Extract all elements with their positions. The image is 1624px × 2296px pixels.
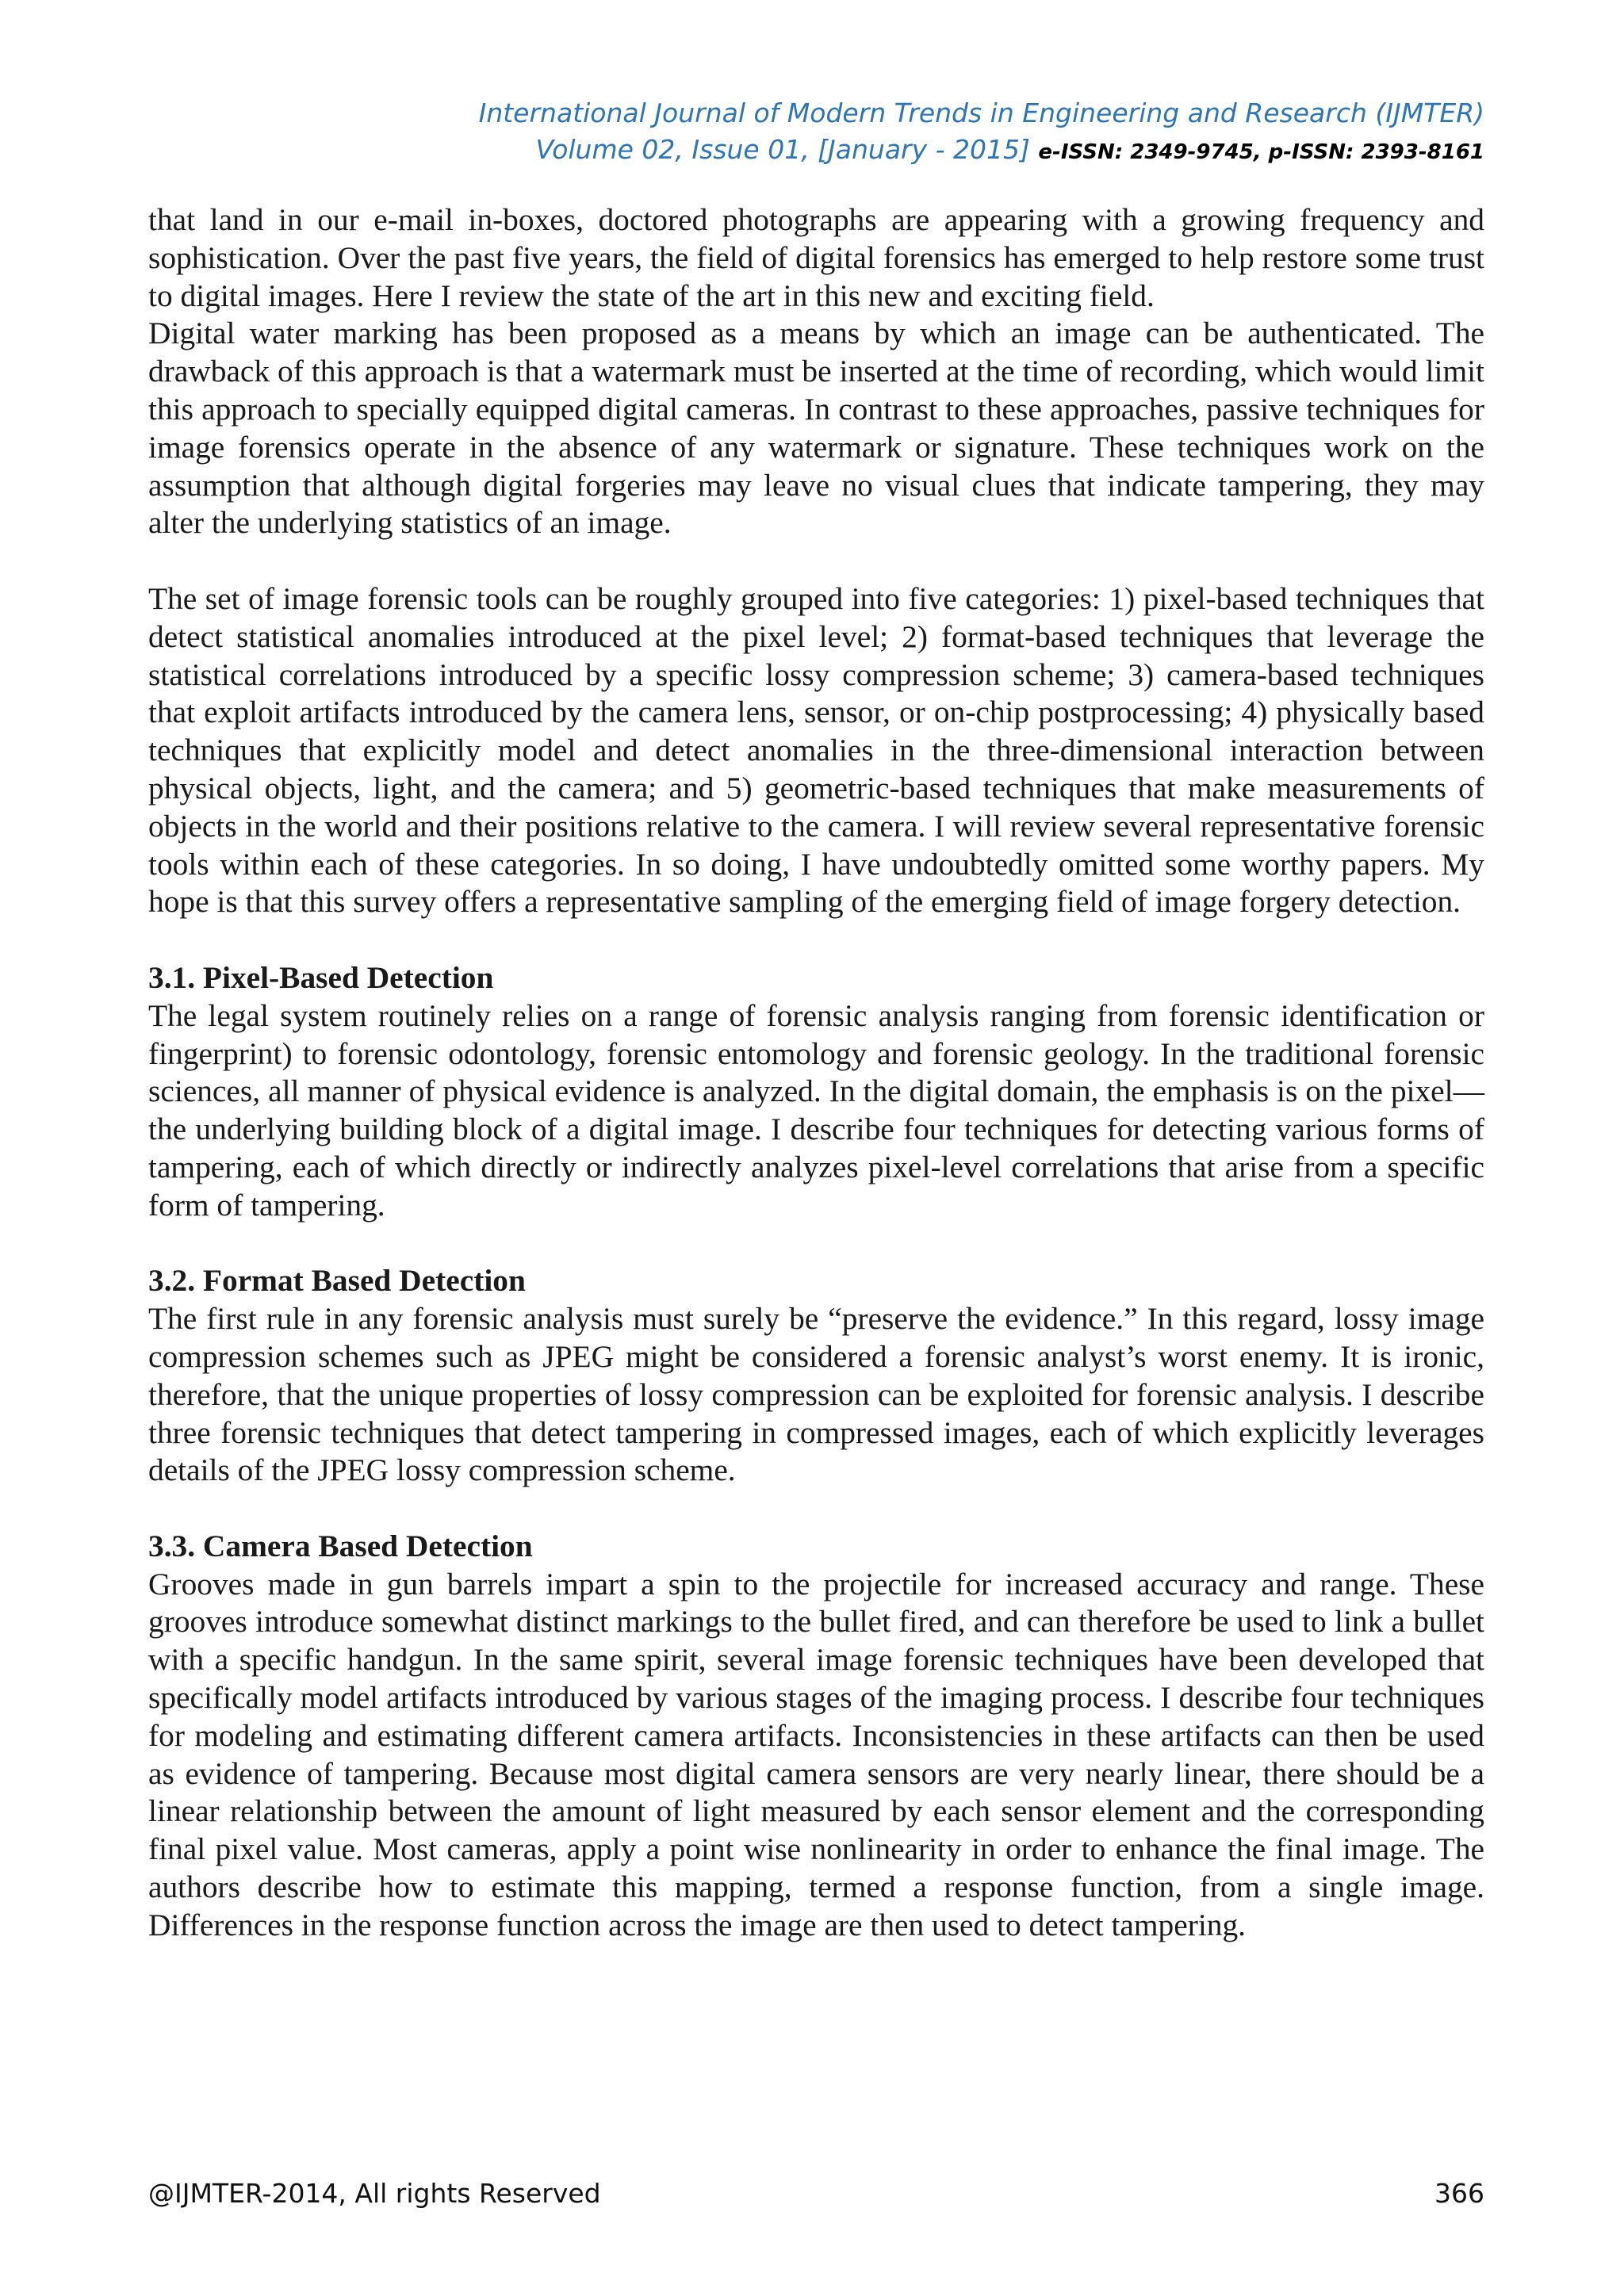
- paragraph-intro-2: Digital water marking has been proposed as a means by which an image can be authenticated. The drawback of this approach is that a watermark must be inserted at the time of recording, which would limit this approach to specially equipped digital cameras. In contrast to these approaches, passive techniques for image forensics operate in the absence of any watermark or signature. These techniques work on the assumption that although digital forgeries may leave no visual clues that indicate tampering, they may alter the underlying statistics of an image.: [148, 316, 1484, 541]
- volume-issue: Volume 02, Issue 01, [January - 2015]: [535, 134, 1030, 165]
- section-heading-pixel: 3.1. Pixel-Based Detection: [148, 959, 494, 995]
- paragraph-spacer: [148, 1490, 1484, 1528]
- running-header: [136, 95, 1484, 170]
- article-body: [148, 201, 1484, 1945]
- page-number: 366: [1434, 2178, 1484, 2209]
- section-text-pixel: The legal system routinely relies on a range of forensic analysis ranging from forensic identification or fingerprint) to forensic odontology, forensic entomology and forensic geology. In the traditional forensic sciences, all manner of physical evidence is analyzed. In the digital domain, the emphasis is on the pixel—the underlying building block of a digital image. I describe four techniques for detecting various forms of tampering, each of which directly or indirectly analyzes pixel-level correlations that arise from a specific form of tampering.: [148, 997, 1484, 1223]
- section-heading-format: 3.2. Format Based Detection: [148, 1263, 526, 1299]
- paragraph-spacer: [148, 1225, 1484, 1263]
- journal-title: International Journal of Modern Trends in Engineering and Research (IJMTER): [478, 98, 1484, 128]
- issn-info: e-ISSN: 2349-9745, p-ISSN: 2393-8161: [1038, 140, 1484, 164]
- section-text-format: The first rule in any forensic analysis must surely be “preserve the evidence.” In this regard, lossy image compression schemes such as JPEG might be considered a forensic analyst’s worst enemy. It is ironic, therefore, that the unique properties of lossy compression can be exploited for forensic analysis. I describe three forensic techniques that detect tampering in compressed images, each of which explicitly leverages details of the JPEG lossy compression scheme.: [148, 1301, 1484, 1488]
- paragraph-spacer: [148, 921, 1484, 959]
- section-text-camera: Grooves made in gun barrels impart a spin to the projectile for increased accuracy and range. These grooves introduce somewhat distinct markings to the bullet fired, and can therefore be used to link a bullet with a specific handgun. In the same spirit, several image forensic techniques have been developed that specifically model artifacts introduced by various stages of the imaging process. I describe four techniques for modeling and estimating different camera artifacts. Inconsistencies in these artifacts can then be used as evidence of tampering. Because most digital camera sensors are very nearly linear, there should be a linear relationship between the amount of light measured by each sensor element and the corresponding final pixel value. Most cameras, apply a point wise nonlinearity in order to enhance the final image. The authors describe how to estimate this mapping, termed a response function, from a single image. Differences in the response function across the image are then used to detect tampering.: [148, 1566, 1484, 1942]
- paragraph-spacer: [148, 542, 1484, 580]
- paragraph-intro-1: that land in our e-mail in-boxes, doctored photographs are appearing with a growing frequency and sophistication. Over the past five years, the field of digital forensics has emerged to help restore some trust to digital images. Here I review the state of the art in this new and exciting field.: [148, 202, 1484, 313]
- copyright-notice: @IJMTER-2014, All rights Reserved: [148, 2178, 601, 2209]
- section-heading-camera: 3.3. Camera Based Detection: [148, 1528, 533, 1563]
- page-footer: [148, 2176, 1484, 2211]
- volume-line: [136, 132, 1484, 170]
- paragraph-intro-3: The set of image forensic tools can be roughly grouped into five categories: 1) pixel-based techniques that detect statistical anomalies introduced at the pixel level; 2) format-based techniques that leverage the statistical correlations introduced by a specific lossy compression scheme; 3) camera-based techniques that exploit artifacts introduced by the camera lens, sensor, or on-chip postprocessing; 4) physically based techniques that explicitly model and detect anomalies in the three-dimensional interaction between physical objects, light, and the camera; and 5) geometric-based techniques that make measurements of objects in the world and their positions relative to the camera. I will review several representative forensic tools within each of these categories. In so doing, I have undoubtedly omitted some worthy papers. My hope is that this survey offers a representative sampling of the emerging field of image forgery detection.: [148, 580, 1484, 920]
